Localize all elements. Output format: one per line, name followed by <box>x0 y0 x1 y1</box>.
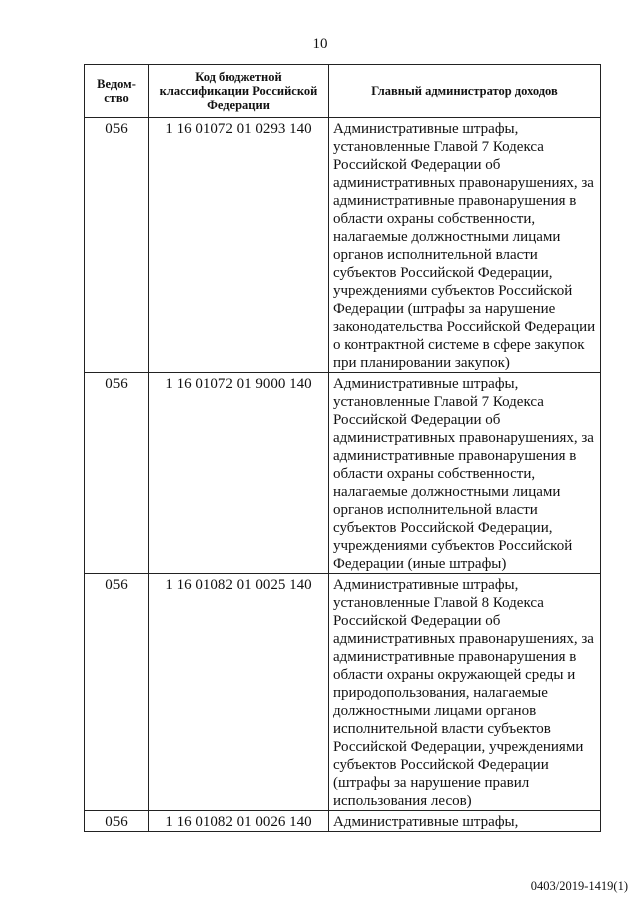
table-row <box>85 373 601 574</box>
document-number: 0403/2019-1419(1) <box>530 879 628 893</box>
row-budget-code: 1 16 01082 01 0025 140 <box>149 574 329 811</box>
header-budget-code: Код бюджетной классификации Российской Федерации <box>149 65 329 118</box>
table-header-row <box>85 65 601 118</box>
row-revenue-description: Административные штрафы, установленные Главой 7 Кодекса Российской Федерации об административных правонарушениях, за административные правонарушения в области охраны собственности, налагаемые должностными лицами органов исполнительной власти субъектов Российской Федерации, учреждениями субъектов Российской Федерации (иные штрафы) <box>329 373 601 574</box>
row-budget-code: 1 16 01072 01 0293 140 <box>149 118 329 373</box>
table-row <box>85 574 601 811</box>
row-revenue-description: Административные штрафы, установленные Главой 7 Кодекса Российской Федерации об административных правонарушениях, за административные правонарушения в области охраны собственности, налагаемые должностными лицами органов исполнительной власти субъектов Российской Федерации, учреждениями субъектов Российской Федерации (штрафы за нарушение законодательства Российской Федерации о контрактной системе в сфере закупок при планировании закупок) <box>329 118 601 373</box>
header-chief-administrator: Главный администратор доходов <box>329 65 601 118</box>
row-department: 056 <box>85 574 149 811</box>
header-department: Ведом-ство <box>85 65 149 118</box>
table-row <box>85 811 601 832</box>
row-department: 056 <box>85 373 149 574</box>
row-revenue-description: Административные штрафы, установленные Главой 8 Кодекса Российской Федерации об административных правонарушениях, за административные правонарушения в области охраны окружающей среды и природопользования, налагаемые должностными лицами органов исполнительной власти субъектов Российской Федерации, учреждениями субъектов Российской Федерации (штрафы за нарушение правил использования лесов) <box>329 574 601 811</box>
row-revenue-description: Административные штрафы, <box>329 811 601 832</box>
budget-classification-table <box>84 64 601 832</box>
page-number: 10 <box>312 36 328 52</box>
row-department: 056 <box>85 118 149 373</box>
row-budget-code: 1 16 01082 01 0026 140 <box>149 811 329 832</box>
row-budget-code: 1 16 01072 01 9000 140 <box>149 373 329 574</box>
row-department: 056 <box>85 811 149 832</box>
table-row <box>85 118 601 373</box>
